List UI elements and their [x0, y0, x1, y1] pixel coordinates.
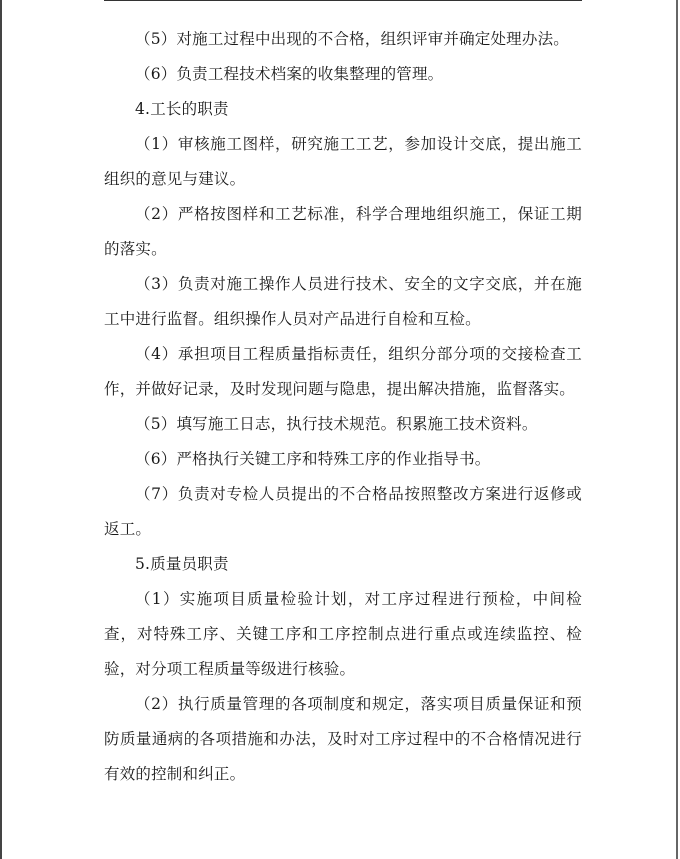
header-rule	[104, 0, 582, 1]
section-heading: 5.质量员职责	[135, 555, 229, 573]
section-heading: 4.工长的职责	[135, 100, 229, 118]
page-left-border	[0, 0, 2, 859]
paragraph-item: （6）严格执行关键工序和特殊工序的作业指导书。	[135, 450, 491, 468]
paragraph-item: （2）执行质量管理的各项制度和规定，落实项目质量保证和预防质量通病的各项措施和办法，及时对工序过程中的不合格情况进行有效的控制和纠正。	[104, 695, 582, 783]
paragraph-item: （2）严格按图样和工艺标准，科学合理地组织施工，保证工期的落实。	[104, 205, 582, 258]
paragraph-item: （5）对施工过程中出现的不合格，组织评审并确定处理办法。	[135, 30, 569, 48]
paragraph-item: （1）实施项目质量检验计划，对工序过程进行预检，中间检查，对特殊工序、关键工序和工序控制点进行重点或连续监控、检验，对分项工程质量等级进行核验。	[104, 590, 582, 678]
page-right-border	[676, 0, 678, 859]
paragraph-item: （7）负责对专检人员提出的不合格品按照整改方案进行返修或返工。	[104, 485, 582, 538]
paragraph-item: （4）承担项目工程质量指标责任，组织分部分项的交接检查工作，并做好记录，及时发现问题与隐患，提出解决措施，监督落实。	[104, 345, 582, 398]
document-body	[104, 22, 582, 792]
paragraph-item: （5）填写施工日志，执行技术规范。积累施工技术资料。	[135, 415, 538, 433]
paragraph-item: （3）负责对施工操作人员进行技术、安全的文字交底，并在施工中进行监督。组织操作人员对产品进行自检和互检。	[104, 275, 582, 328]
paragraph-item: （1）审核施工图样，研究施工工艺，参加设计交底，提出施工组织的意见与建议。	[104, 135, 582, 188]
paragraph-item: （6）负责工程技术档案的收集整理的管理。	[135, 65, 444, 83]
